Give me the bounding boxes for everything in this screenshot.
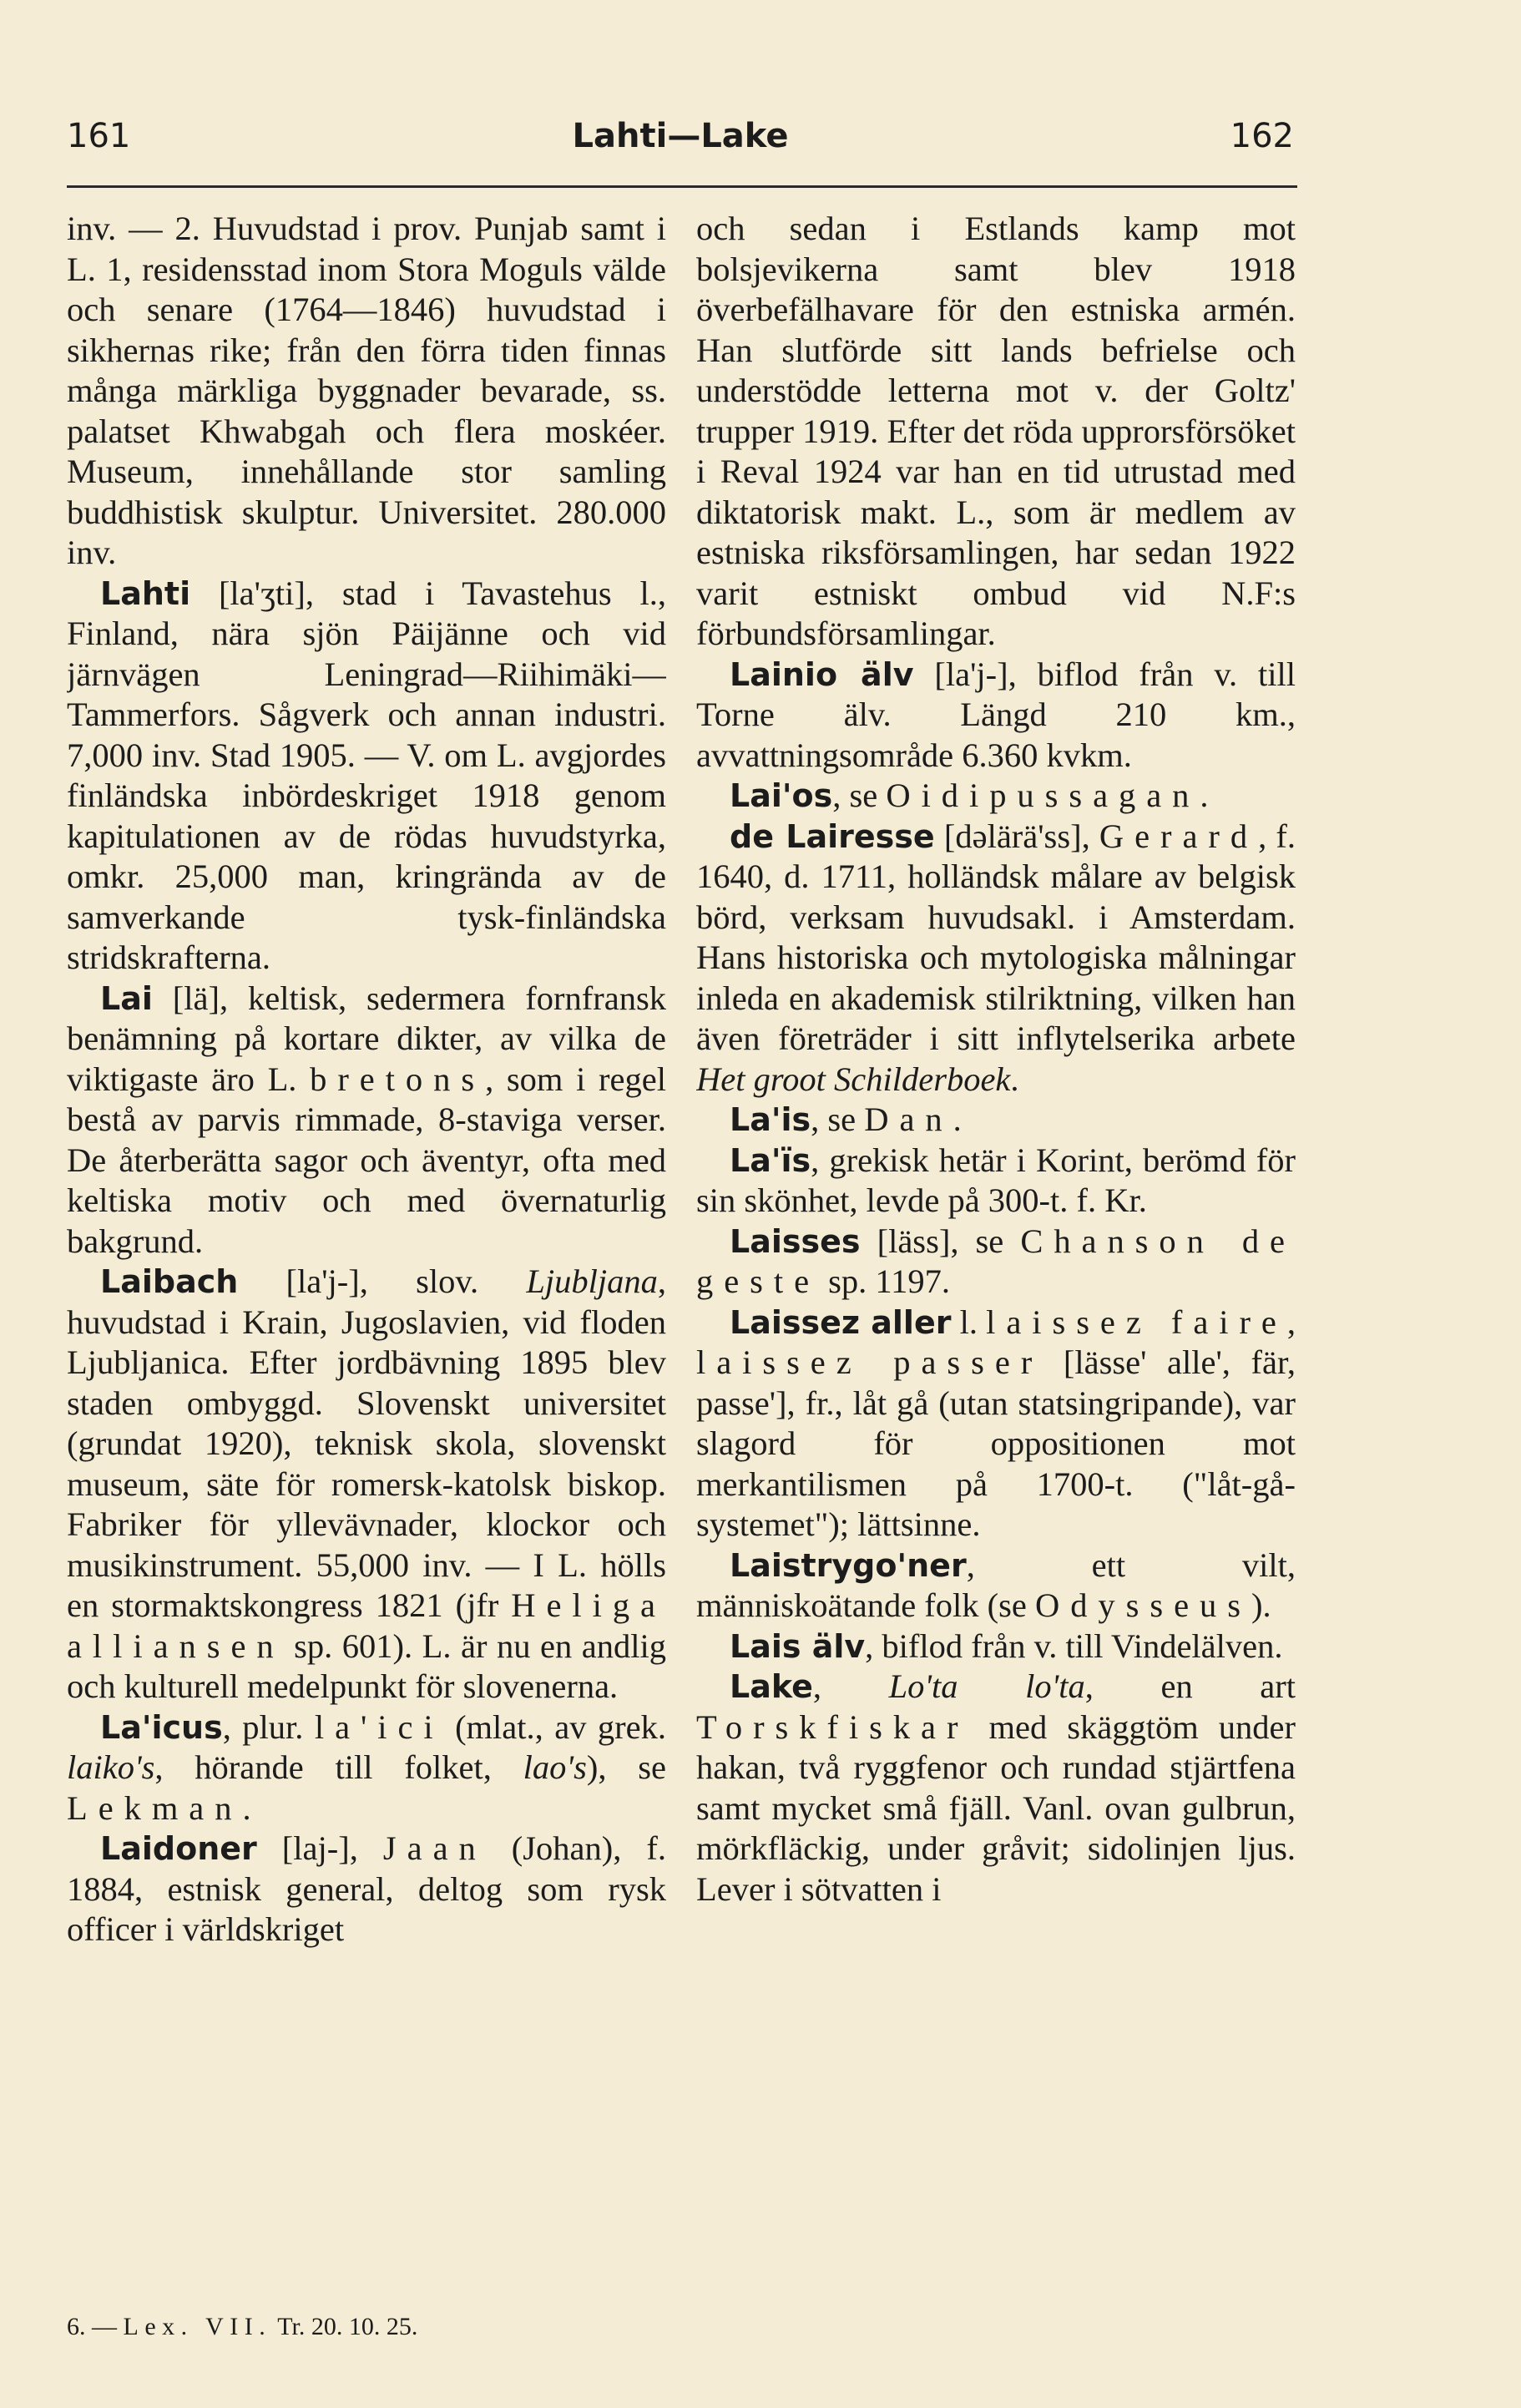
headword-lake: Lake [730, 1668, 813, 1705]
headword-laibach: Laibach [100, 1263, 239, 1300]
entry-lairesse: de Lairesse [dəlärä'ss], Gerard, f. 1640, d. 1711, holländsk målare av belgisk börd, verksam huvudsakl. i Amsterdam. Hans historiska och mytologiska målningar inleda en akademisk stilriktning, vilken han även företräder i sitt inflytelserika arbete Het groot Schilderboek. [696, 817, 1296, 1098]
entry-lainio-alv: Lainio älv [la'j-], biflod från v. till Torne älv. Längd 210 km., avvattningsområde 6.360 kvkm. [696, 655, 1296, 774]
headword-laisses: Laisses [730, 1222, 861, 1260]
headword-lais: La'is [730, 1101, 811, 1138]
entry-laios: Lai'os, se Oidipussagan. [730, 777, 1209, 814]
entry-lais-hetar: La'ïs, grekisk hetär i Korint, berömd för sin skönhet, levde på 300-t. f. Kr. [696, 1141, 1296, 1219]
headword-lai: Lai [100, 979, 153, 1017]
entry-laibach: Laibach [la'j-], slov. Ljubljana, huvudstad i Krain, Jugoslavien, vid floden Ljubljanica. Efter jordbävning 1895 blev staden ombyggd. Slovenskt universitet (grundat 1920), teknisk skola, slovenskt museum, säte för romersk-katolsk biskop. Fabriker för yllevävnader, klockor och musikinstrument. 55,000 inv. — I L. hölls en stormaktskongress 1821 (jfr Heliga alliansen sp. 601). L. är nu en andlig och kulturell medelpunkt för slovenerna. [67, 1262, 666, 1705]
headword-lahti: Lahti [100, 574, 191, 612]
page-header [67, 117, 1294, 175]
entry-laicus: La'icus, plur. la'ici (mlat., av grek. laiko's, hörande till folket, lao's), se Lekman. [67, 1707, 666, 1827]
header-rule [67, 185, 1297, 188]
printer-signature: 6. — Lex. VII. Tr. 20. 10. 25. [67, 2313, 418, 2340]
headword-lais-hetar: La'ïs [730, 1141, 811, 1179]
entry-lais-alv: Lais älv, biflod från v. till Vindelälven. [730, 1626, 1283, 1665]
headword-laistrygoner: Laistrygo'ner [730, 1546, 967, 1584]
entry-lake: Lake, Lo'ta lo'ta, en art Torskfiskar med skäggtöm under hakan, två ryggfenor och rundad stjärtfena samt mycket små fjäll. Vanl. ovan gulbrun, mörkfläckig, under gråvit; sidolinjen ljus. Lever i sötvatten i [696, 1667, 1296, 1908]
headword-laios: Lai'os [730, 777, 833, 814]
continued-entry-lahore: inv. — 2. Huvudstad i prov. Punjab samt i L. 1, residensstad inom Stora Moguls välde och senare (1764—1846) huvudstad i sikhernas rike; från den förra tiden finnas många märkliga byggnader bevarade, ss. palatset Khwabgah och flera moskéer. Museum, innehållande stor samling buddhistisk skulptur. Universitet. 280.000 inv. [67, 210, 666, 571]
page-number-left: 161 [67, 117, 131, 155]
left-column [67, 209, 666, 2221]
headword-lairesse: de Lairesse [730, 817, 935, 855]
entry-laissez-aller: Laissez aller l. laissez faire, laissez passer [lässe' alle', fär, passe'], fr., låt gå (utan statsingripande), var slagord för oppositionen mot merkantilismen på 1700-t. ("låt-gå-systemet"); lättsinne. [696, 1303, 1296, 1543]
headword-laicus: La'icus [100, 1708, 223, 1746]
entry-lais-dan: La'is, se Dan. [730, 1100, 962, 1138]
headword-lais-alv: Lais älv [730, 1627, 866, 1665]
entry-laistrygoner: Laistrygo'ner, ett vilt, människoätande folk (se Odysseus). [696, 1545, 1296, 1624]
headword-laidoner: Laidoner [100, 1830, 257, 1867]
headword-laissez-aller: Laissez aller [730, 1303, 952, 1341]
entry-laisses: Laisses [läss], se Chanson de geste sp. 1197. [696, 1222, 1296, 1300]
right-column [696, 209, 1296, 2221]
page-number-right: 162 [1230, 117, 1294, 155]
running-title: Lahti—Lake [572, 117, 789, 155]
entry-laidoner: Laidoner [laj-], Jaan (Johan), f. 1884, estnisk general, deltog som rysk officer i världskriget [67, 1829, 666, 1948]
entry-lai: Lai [lä], keltisk, sedermera fornfransk benämning på kortare dikter, av vilka de viktigaste äro L. bretons, som i regel bestå av parvis rimmade, 8-staviga verser. De återberätta sagor och äventyr, ofta med keltiska motiv och med övernaturlig bakgrund. [67, 979, 666, 1260]
continued-entry-laidoner: och sedan i Estlands kamp mot bolsjevikerna samt blev 1918 överbefälhavare för den estniska armén. Han slutförde sitt lands befrielse och understödde letterna mot v. der Goltz' trupper 1919. Efter det röda upprorsförsöket i Reval 1924 var han en tid utrustad med diktatorisk makt. L., som är medlem av estniska riksförsamlingen, har sedan 1922 varit estniskt ombud vid N.F:s förbundsförsamlingar. [696, 210, 1296, 652]
entry-lahti: Lahti [la'ʒti], stad i Tavastehus l., Finland, nära sjön Päijänne och vid järnvägen Leningrad—Riihimäki—Tammerfors. Sågverk och annan industri. 7,000 inv. Stad 1905. — V. om L. avgjordes finländska inbördeskriget 1918 genom kapitulationen av de rödas huvudstyrka, omkr. 25,000 man, kringrända av de samverkande tysk-finländska stridskrafterna. [67, 574, 666, 976]
headword-lainio-alv: Lainio älv [730, 655, 914, 693]
